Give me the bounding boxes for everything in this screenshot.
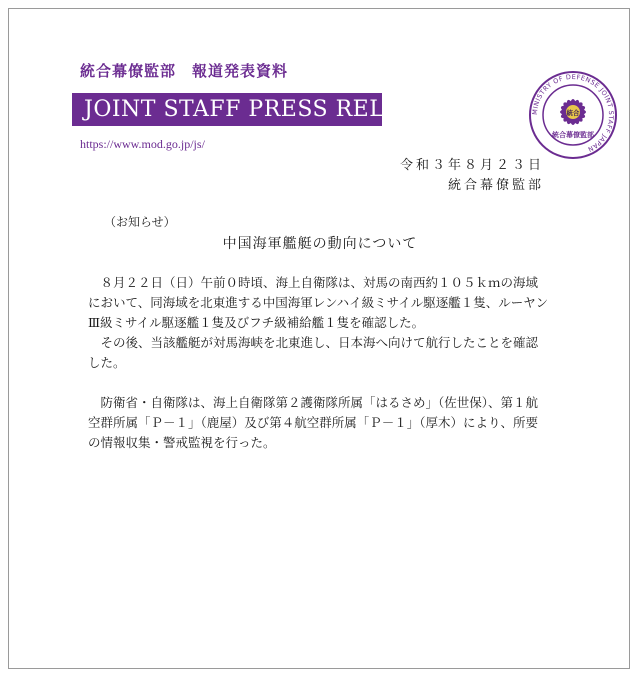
date-issuer-block [400,156,544,196]
website-link[interactable]: https://www.mod.go.jp/js/ [80,137,205,151]
seal-bottom-text: 統合幕僚監部 [552,131,594,139]
joint-staff-seal [528,70,618,160]
seal-ring-text: MINISTRY OF DEFENSE JOINT STAFF JAPAN [530,72,616,154]
release-date: 令和３年８月２３日 [399,158,544,173]
body-paragraph: ８月２２日（日）午前０時頃、海上自衛隊は、対馬の南西約１０５ｋｍの海域において、同海域を北東進する中国海軍レンハイ級ミサイル駆逐艦１隻、ルーヤンⅢ級ミサイル駆逐艦１隻及びフチ級補給艦１隻を確認した。 [88,275,549,330]
document-title: 中国海軍艦艇の動向について [222,236,418,252]
banner-title: JOINT STAFF PRESS RELEASE [84,97,450,122]
document-body [88,273,550,453]
body-paragraph: その後、当該艦艇が対馬海峡を北東進し、日本海へ向けて航行したことを確認した。 [88,335,539,370]
body-paragraph: 防衛省・自衛隊は、海上自衛隊第２護衛隊所属「はるさめ」（佐世保）、第１航空群所属「Ｐ－１」（鹿屋）及び第４航空群所属「Ｐ－１」（厚木）により、所要の情報収集・警戒監視を行った。 [88,395,539,450]
notice-label: （お知らせ） [104,215,176,229]
issuer-name: 統合幕僚監部 [447,178,544,193]
press-release-banner [72,93,450,126]
org-release-heading: 統合幕僚監部 報道発表資料 [80,62,289,80]
seal-center-text: 統合 [566,109,580,117]
